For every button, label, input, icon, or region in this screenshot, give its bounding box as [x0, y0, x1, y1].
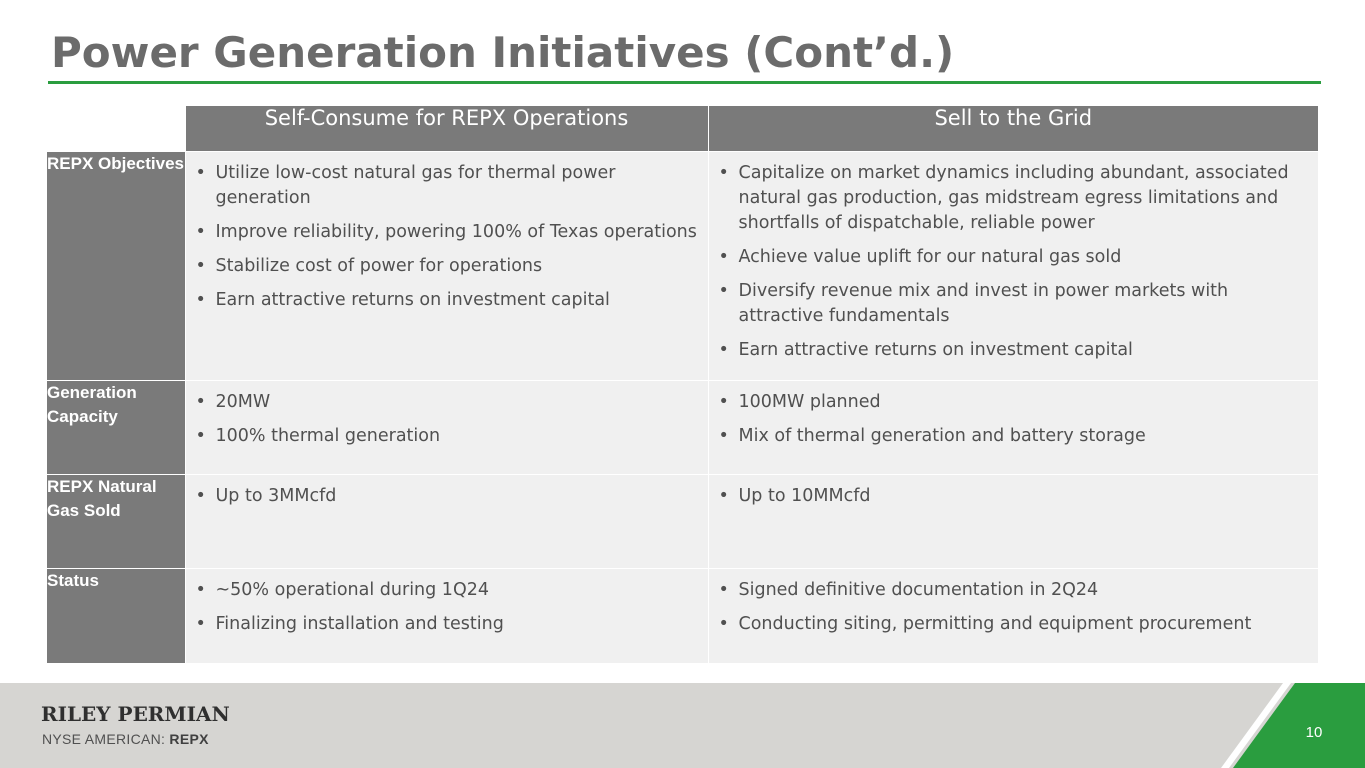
list-item: • Conducting siting, permitting and equipment procurement [719, 612, 1309, 637]
list-item: • Achieve value uplift for our natural gas sold [719, 245, 1309, 270]
list-item: • Up to 3MMcfd [196, 484, 698, 509]
exchange-prefix: NYSE AMERICAN: [42, 731, 170, 747]
row-label-capacity: Generation Capacity [47, 381, 185, 475]
list-item: • Earn attractive returns on investment capital [196, 288, 698, 313]
list-item: • Diversify revenue mix and invest in power markets with attractive fundamentals [719, 279, 1309, 329]
list-item: • 100MW planned [719, 390, 1309, 415]
cell-gas-sold-self-consume [185, 475, 708, 569]
list-item: • Signed definitive documentation in 2Q24 [719, 578, 1309, 603]
column-header-sell-to-grid: Sell to the Grid [708, 106, 1318, 152]
list-item: • Earn attractive returns on investment capital [719, 338, 1309, 363]
list-item: • Finalizing installation and testing [196, 612, 698, 637]
table-row-status [47, 569, 1318, 663]
cell-capacity-sell-to-grid [708, 381, 1318, 475]
cell-status-self-consume [185, 569, 708, 663]
cell-objectives-self-consume [185, 152, 708, 381]
table-header-row [47, 106, 1318, 152]
list-item: • Improve reliability, powering 100% of Texas operations [196, 220, 698, 245]
page-number: 10 [1305, 724, 1323, 741]
list-item: • Up to 10MMcfd [719, 484, 1309, 509]
initiatives-table [47, 106, 1318, 663]
row-label-status: Status [47, 569, 185, 663]
list-item: • 20MW [196, 390, 698, 415]
list-item: • Capitalize on market dynamics including abundant, associated natural gas production, gas midstream egress limitations and shortfalls of dispatchable, reliable power [719, 161, 1309, 236]
exchange-listing [42, 731, 209, 747]
corner-accent [1215, 683, 1365, 768]
company-logo: RILEY PERMIAN [41, 702, 230, 726]
cell-status-sell-to-grid [708, 569, 1318, 663]
list-item: • 100% thermal generation [196, 424, 698, 449]
ticker-symbol: REPX [169, 731, 209, 747]
table-corner [47, 106, 185, 152]
list-item: • Stabilize cost of power for operations [196, 254, 698, 279]
cell-gas-sold-sell-to-grid [708, 475, 1318, 569]
cell-capacity-self-consume [185, 381, 708, 475]
row-label-objectives: REPX Objectives [47, 152, 185, 381]
list-item: • ~50% operational during 1Q24 [196, 578, 698, 603]
list-item: • Utilize low-cost natural gas for thermal power generation [196, 161, 698, 211]
list-item: • Mix of thermal generation and battery storage [719, 424, 1309, 449]
title-underline [48, 81, 1321, 84]
table-row-objectives [47, 152, 1318, 381]
table-row-capacity [47, 381, 1318, 475]
column-header-self-consume: Self-Consume for REPX Operations [185, 106, 708, 152]
row-label-gas-sold: REPX Natural Gas Sold [47, 475, 185, 569]
slide-title: Power Generation Initiatives (Cont’d.) [51, 28, 955, 77]
table-row-gas-sold [47, 475, 1318, 569]
cell-objectives-sell-to-grid [708, 152, 1318, 381]
